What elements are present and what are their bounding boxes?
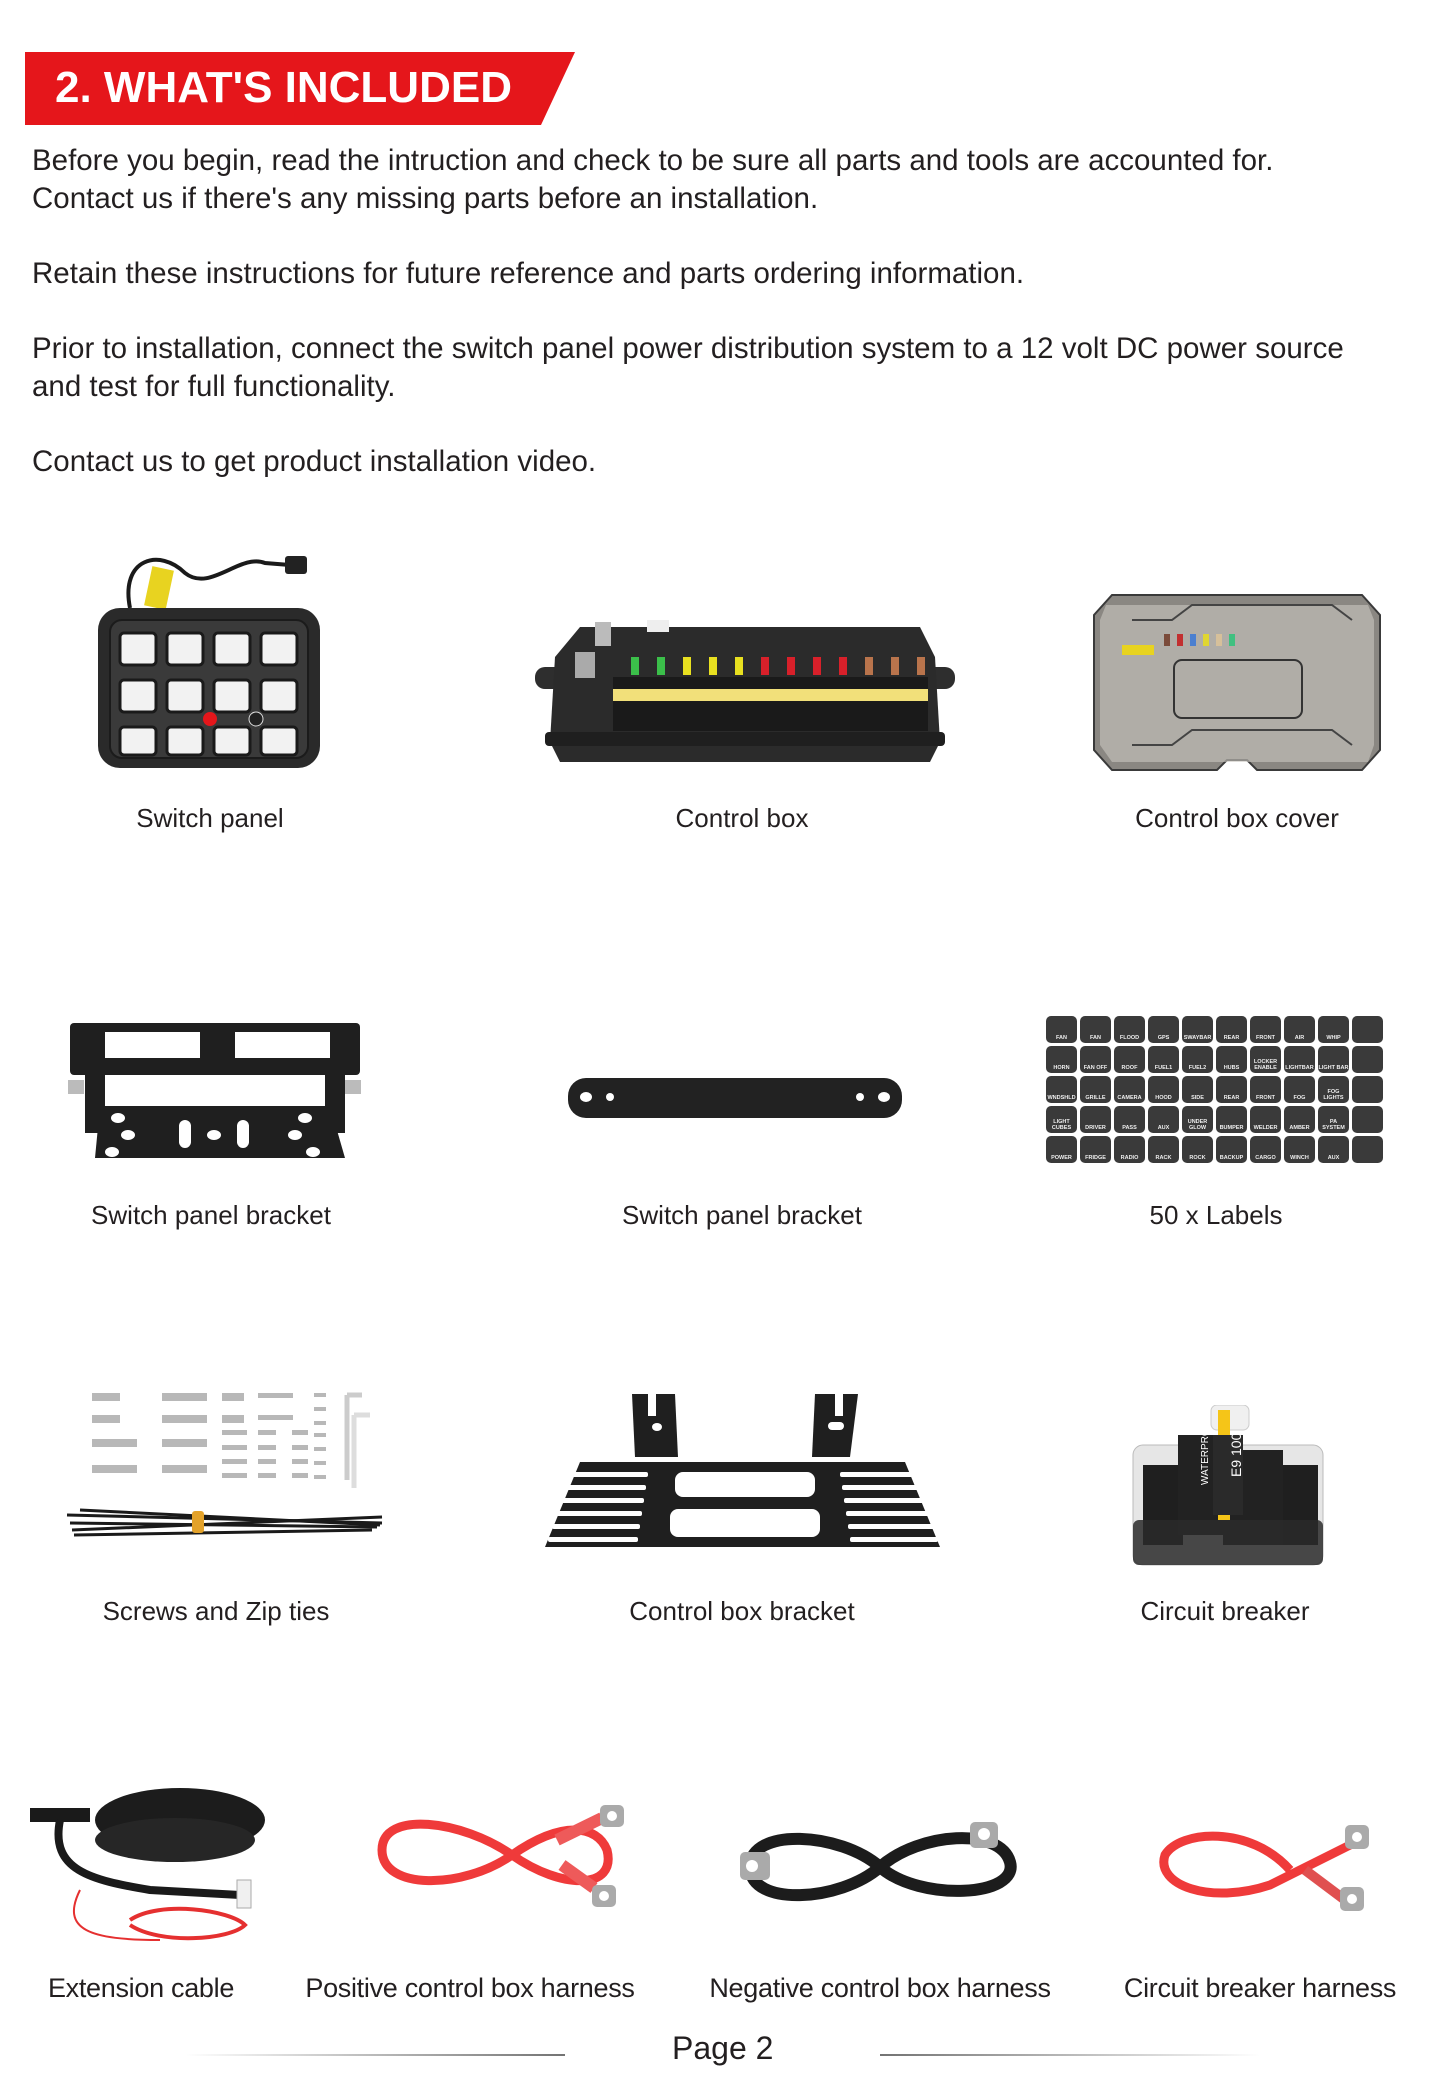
item-label-control-box-bracket: Control box bracket — [629, 1596, 855, 1626]
label-tile: HOOD — [1148, 1076, 1179, 1103]
item-label-positive-harness: Positive control box harness — [305, 1973, 635, 2003]
label-tile: FUEL1 — [1148, 1046, 1179, 1073]
label-tile: AUX — [1148, 1106, 1179, 1133]
label-tile: BUMPER — [1216, 1106, 1247, 1133]
negative-harness-image — [730, 1812, 1030, 1912]
intro-text — [32, 142, 1432, 481]
control-box-image — [525, 612, 965, 767]
label-tile: FRONT — [1250, 1016, 1281, 1043]
intro-p3-line2: and test for full functionality. — [32, 370, 396, 403]
item-label-negative-harness: Negative control box harness — [709, 1973, 1051, 2003]
item-label-circuit-breaker-harness: Circuit breaker harness — [1123, 1973, 1397, 2003]
item-label-control-box-cover: Control box cover — [1135, 803, 1339, 833]
intro-p1-line2: Contact us if there's any missing parts before an installation. — [32, 182, 819, 215]
label-tile: GRILLE — [1080, 1076, 1111, 1103]
label-tile: BACKUP — [1216, 1136, 1247, 1163]
footer-divider-right — [880, 2054, 1260, 2056]
label-tile: LIGHTBAR — [1284, 1046, 1315, 1073]
label-tile: CARGO — [1250, 1136, 1281, 1163]
label-tile: POWER — [1046, 1136, 1077, 1163]
item-label-switch-panel-bracket: Switch panel bracket — [91, 1200, 331, 1230]
labels-grid — [1046, 1016, 1391, 1163]
item-label-circuit-breaker: Circuit breaker — [1140, 1596, 1310, 1626]
label-tile: DRIVER — [1080, 1106, 1111, 1133]
label-tile: HUBS — [1216, 1046, 1247, 1073]
switch-panel-bracket-image — [60, 1018, 365, 1163]
labels-sheet-image — [1046, 1016, 1391, 1166]
label-tile: UNDER GLOW — [1182, 1106, 1213, 1133]
label-tile: WHIP — [1318, 1016, 1349, 1043]
label-tile: SWAYBAR — [1182, 1016, 1213, 1043]
label-tile: PA SYSTEM — [1318, 1106, 1349, 1133]
label-tile: PASS — [1114, 1106, 1145, 1133]
label-tile: REAR — [1216, 1076, 1247, 1103]
item-label-switch-panel: Switch panel — [136, 803, 284, 833]
label-tile — [1352, 1016, 1383, 1043]
label-tile — [1352, 1046, 1383, 1073]
label-tile: RACK — [1148, 1136, 1179, 1163]
svg-text:E9 100: E9 100 — [1228, 1432, 1244, 1477]
page-number: Page 2 — [672, 2030, 774, 2066]
label-tile: FLOOD — [1114, 1016, 1145, 1043]
item-label-extension-cable: Extension cable — [47, 1973, 235, 2003]
screws-zip-ties-image — [62, 1385, 392, 1555]
label-tile: GPS — [1148, 1016, 1179, 1043]
positive-harness-image — [362, 1800, 637, 1915]
switch-panel-image — [90, 538, 330, 768]
label-tile: WINCH — [1284, 1136, 1315, 1163]
label-tile: RADIO — [1114, 1136, 1145, 1163]
label-tile: FAN OFF — [1080, 1046, 1111, 1073]
intro-p1-line1: Before you begin, read the intruction and check to be sure all parts and tools are accounted for. — [32, 144, 1274, 177]
label-tile: WNDSHLD — [1046, 1076, 1077, 1103]
label-tile: FAN — [1080, 1016, 1111, 1043]
label-tile — [1352, 1076, 1383, 1103]
label-tile: WELDER — [1250, 1106, 1281, 1133]
label-tile: SIDE — [1182, 1076, 1213, 1103]
control-box-cover-image — [1092, 590, 1382, 775]
label-tile: LIGHT BAR — [1318, 1046, 1349, 1073]
label-tile: LIGHT CUBES — [1046, 1106, 1077, 1133]
label-tile: AMBER — [1284, 1106, 1315, 1133]
label-tile — [1352, 1106, 1383, 1133]
intro-p3-line1: Prior to installation, connect the switch panel power distribution system to a 12 volt DC power source — [32, 332, 1344, 365]
footer-divider-left — [185, 2054, 565, 2056]
intro-p4: Contact us to get product installation video. — [32, 445, 597, 478]
flat-bracket-image — [566, 1076, 904, 1120]
label-tile: FUEL2 — [1182, 1046, 1213, 1073]
label-tile: REAR — [1216, 1016, 1247, 1043]
label-tile: LOCKER ENABLE — [1250, 1046, 1281, 1073]
item-label-flat-bracket: Switch panel bracket — [622, 1200, 862, 1230]
label-tile: AIR — [1284, 1016, 1315, 1043]
label-tile — [1352, 1136, 1383, 1163]
item-label-labels: 50 x Labels — [1149, 1200, 1283, 1230]
label-tile: ROCK — [1182, 1136, 1213, 1163]
svg-text:WATERPROOF: WATERPROOF — [1200, 1414, 1211, 1485]
section-banner — [25, 52, 575, 125]
extension-cable-image — [30, 1780, 270, 1950]
circuit-breaker-harness-image — [1150, 1815, 1380, 1915]
label-tile: FRONT — [1250, 1076, 1281, 1103]
intro-p2: Retain these instructions for future reference and parts ordering information. — [32, 257, 1025, 290]
control-box-bracket-image — [540, 1392, 945, 1552]
label-tile: ROOF — [1114, 1046, 1145, 1073]
label-tile: FRIDGE — [1080, 1136, 1111, 1163]
label-tile: CAMERA — [1114, 1076, 1145, 1103]
item-label-control-box: Control box — [675, 803, 809, 833]
label-tile: FOG — [1284, 1076, 1315, 1103]
item-label-screws: Screws and Zip ties — [102, 1596, 330, 1626]
circuit-breaker-image — [1128, 1405, 1328, 1570]
label-tile: AUX — [1318, 1136, 1349, 1163]
label-tile: HORN — [1046, 1046, 1077, 1073]
label-tile: FAN — [1046, 1016, 1077, 1043]
section-title: 2. WHAT'S INCLUDED — [55, 63, 512, 112]
label-tile: FOG LIGHTS — [1318, 1076, 1349, 1103]
